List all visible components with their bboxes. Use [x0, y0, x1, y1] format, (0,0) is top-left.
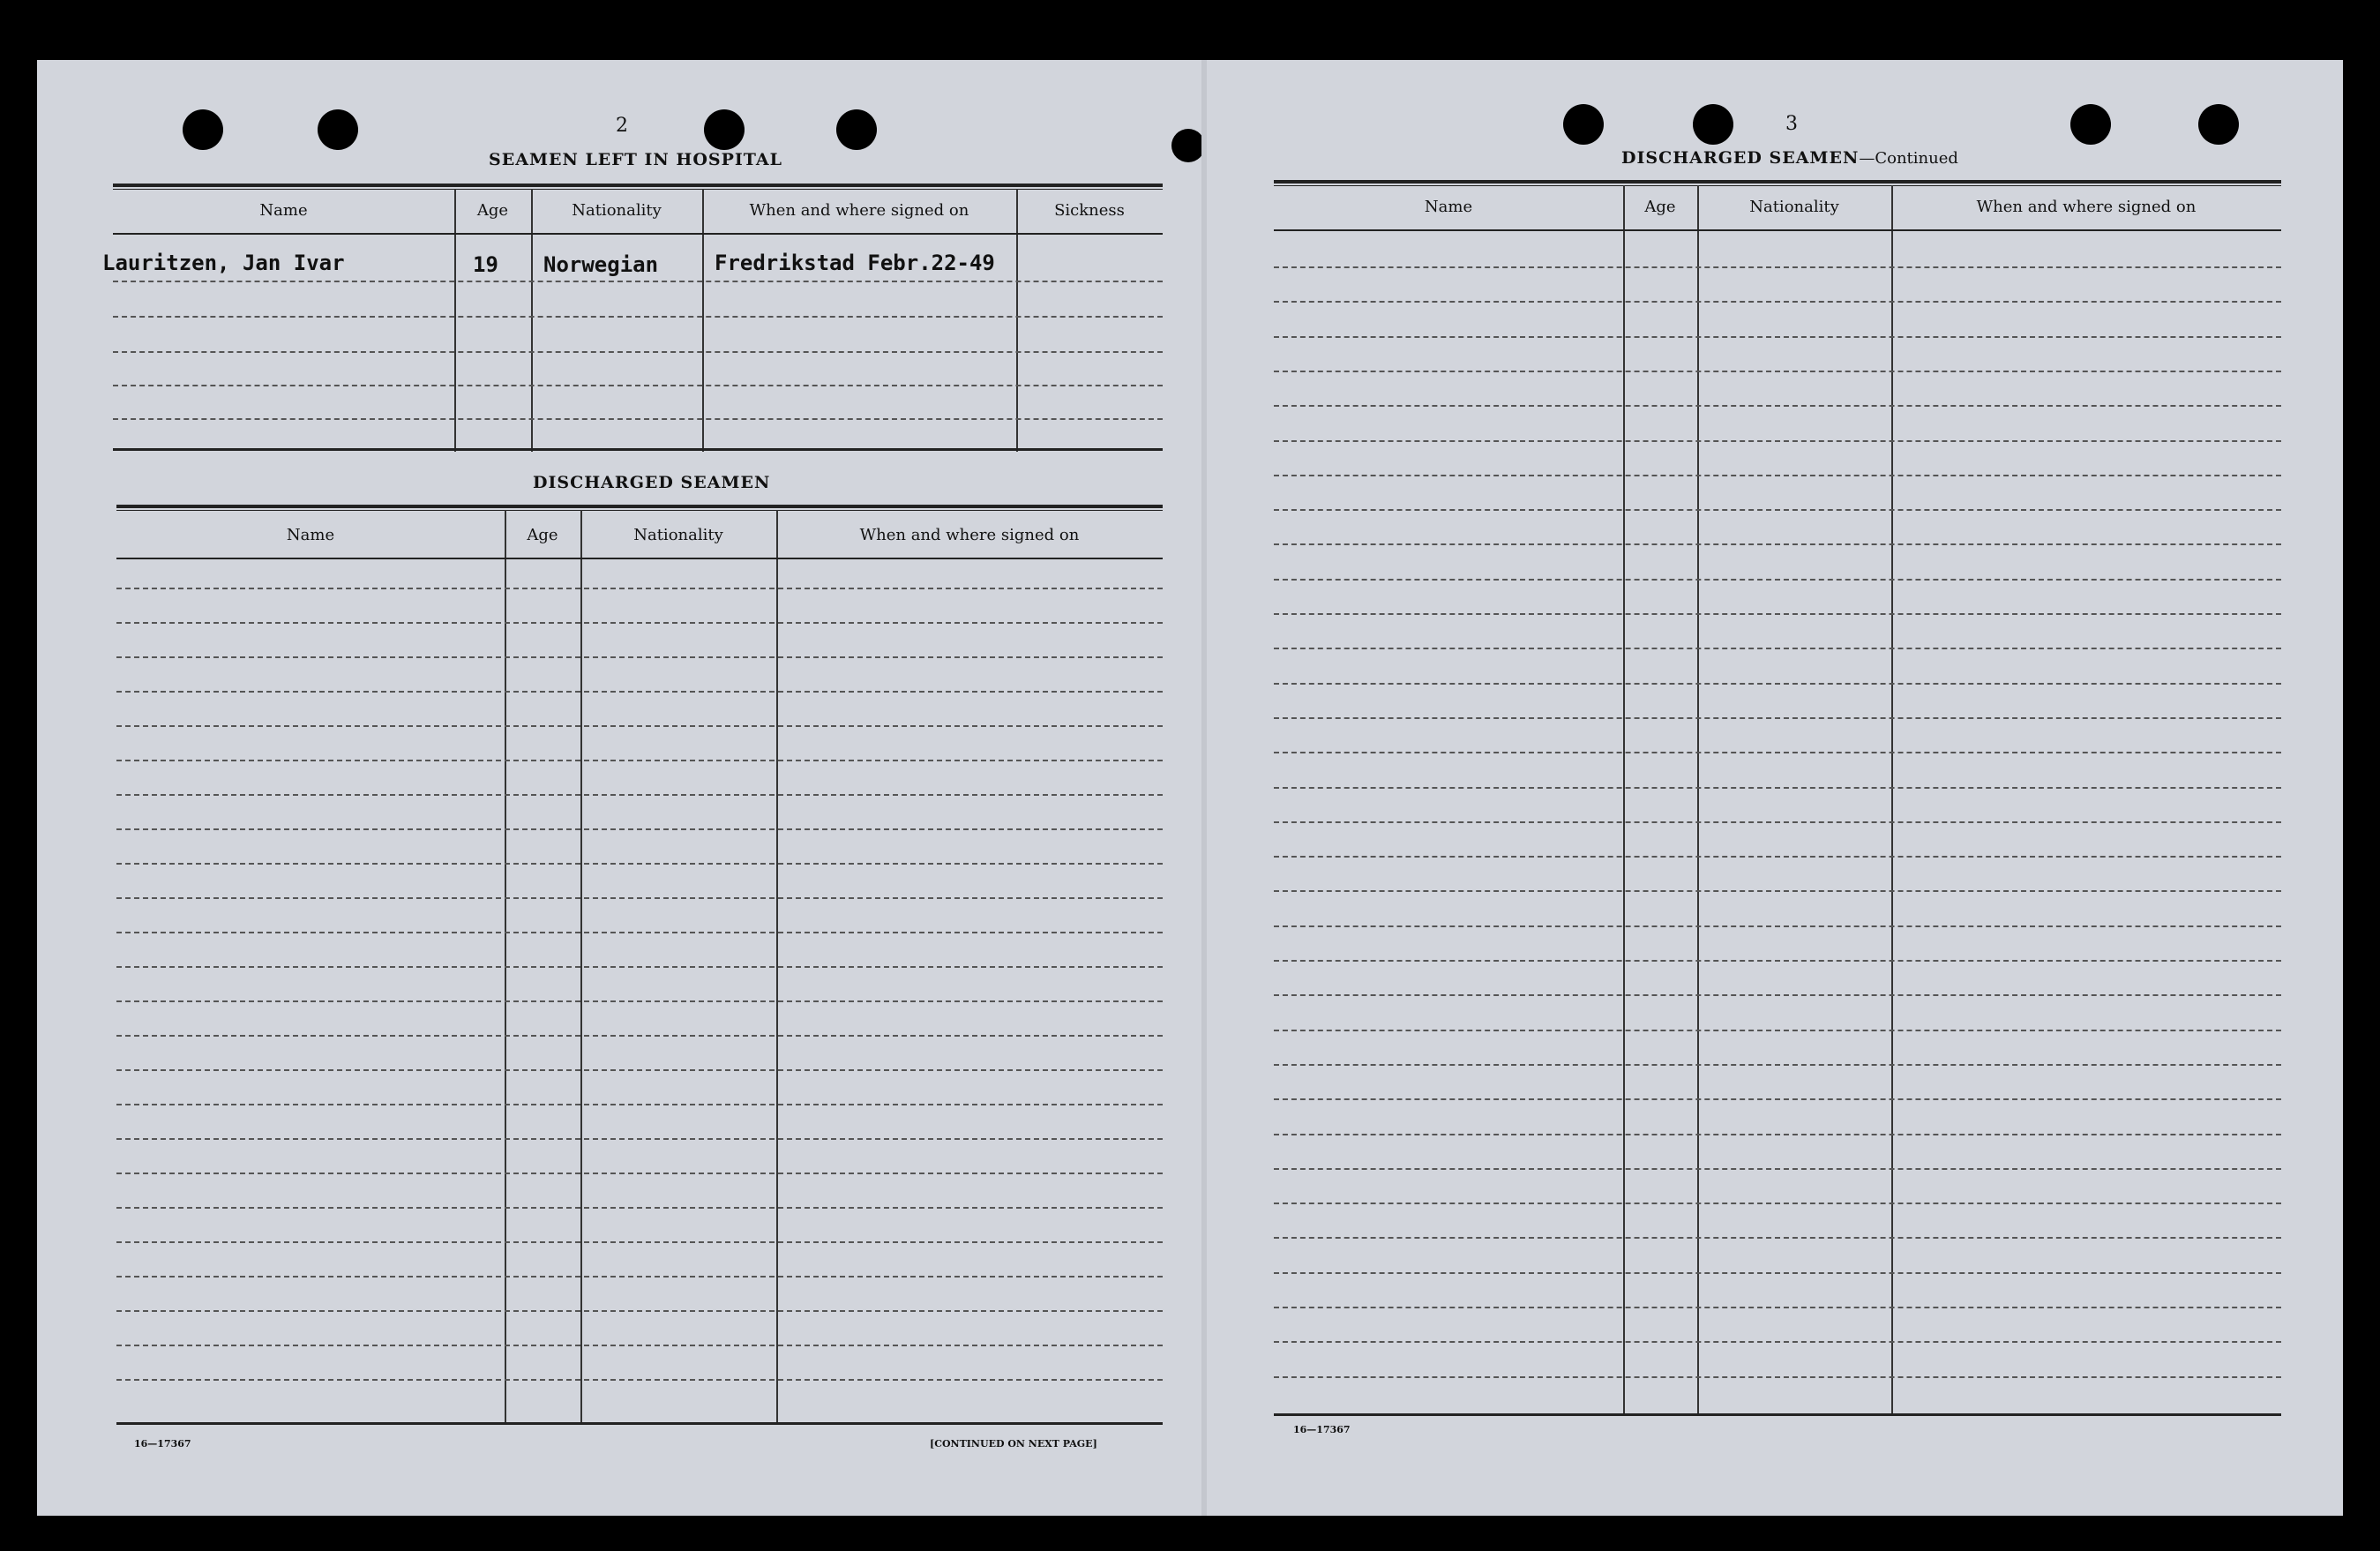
ruled-line — [1274, 266, 2281, 268]
column-header-age: Age — [1644, 198, 1676, 216]
punch-hole — [183, 109, 223, 150]
ruled-line — [116, 1276, 1163, 1278]
ruled-line — [116, 1173, 1163, 1174]
ruled-line — [1274, 301, 2281, 303]
hospital-section-title: SEAMEN LEFT IN HOSPITAL — [489, 150, 782, 169]
ruled-line — [1274, 509, 2281, 511]
ruled-line — [1274, 543, 2281, 545]
title-text: DISCHARGED SEAMEN — [1621, 148, 1860, 168]
ruled-line — [1274, 371, 2281, 372]
ruled-line — [1274, 613, 2281, 615]
ruled-line — [116, 1104, 1163, 1105]
punch-hole — [704, 109, 745, 150]
ruled-line — [1274, 925, 2281, 927]
seaman-signed-on: Fredrikstad Febr.22-49 — [715, 251, 995, 275]
column-header-name: Name — [1424, 198, 1473, 216]
ruled-line — [1274, 1168, 2281, 1170]
ruled-line — [116, 1379, 1163, 1381]
title-suffix: —Continued — [1859, 149, 1958, 168]
ruled-line — [1274, 752, 2281, 753]
ruled-line — [1274, 1272, 2281, 1274]
column-header-nationality: Nationality — [572, 201, 662, 220]
ruled-line — [116, 1310, 1163, 1312]
ruled-line — [1274, 890, 2281, 892]
ruled-line — [116, 656, 1163, 658]
ruled-line — [1274, 440, 2281, 442]
ruled-line — [1274, 1098, 2281, 1100]
punch-hole — [1563, 104, 1604, 145]
ruled-line — [1274, 1134, 2281, 1135]
ruled-line — [1274, 821, 2281, 823]
ruled-line — [1274, 994, 2281, 996]
column-header-name: Name — [286, 526, 335, 544]
punch-hole — [1171, 129, 1205, 162]
ruled-line — [116, 1345, 1163, 1346]
ruled-line — [116, 1035, 1163, 1037]
punch-hole — [836, 109, 877, 150]
column-header-signed-on: When and where signed on — [749, 201, 969, 220]
ruled-line — [1274, 1237, 2281, 1239]
ruled-line — [116, 897, 1163, 899]
discharged-section-title: DISCHARGED SEAMEN — [533, 473, 771, 492]
ruled-line — [1274, 683, 2281, 685]
ruled-line — [1274, 856, 2281, 858]
ruled-line — [1274, 787, 2281, 789]
ruled-line — [116, 966, 1163, 968]
ruled-line — [116, 1069, 1163, 1071]
ruled-line — [116, 1241, 1163, 1243]
ruled-line — [116, 1138, 1163, 1140]
ruled-line — [1274, 1307, 2281, 1308]
ruled-line — [1274, 1064, 2281, 1066]
ruled-line — [1274, 960, 2281, 962]
ruled-line — [1274, 475, 2281, 476]
form-number: 16—17367 — [1293, 1424, 1351, 1435]
ruled-line — [1274, 717, 2281, 719]
ruled-line — [116, 760, 1163, 761]
discharged-table — [116, 505, 1163, 1422]
ruled-line — [1274, 648, 2281, 649]
ruled-line — [1274, 1203, 2281, 1204]
ruled-line — [1274, 405, 2281, 407]
page-fold — [1201, 60, 1207, 1516]
punch-hole — [2070, 104, 2111, 145]
ruled-line — [116, 691, 1163, 693]
continued-note: [CONTINUED ON NEXT PAGE] — [930, 1438, 1097, 1450]
hospital-table — [102, 184, 1163, 512]
form-sheet — [37, 60, 2343, 1516]
ruled-line — [1274, 579, 2281, 581]
punch-hole — [1693, 104, 1733, 145]
column-header-sickness: Sickness — [1054, 201, 1125, 220]
ruled-line — [116, 828, 1163, 830]
ruled-line — [116, 932, 1163, 933]
ruled-line — [116, 863, 1163, 865]
seaman-name: Lauritzen, Jan Ivar — [102, 251, 345, 275]
seaman-age: 19 — [473, 252, 498, 277]
ruled-line — [1274, 1030, 2281, 1031]
ruled-line — [116, 725, 1163, 727]
column-header-nationality: Nationality — [1749, 198, 1839, 216]
seaman-nationality: Norwegian — [543, 252, 659, 277]
ruled-line — [1274, 1341, 2281, 1343]
page-number: 2 — [616, 115, 628, 137]
column-header-age: Age — [476, 201, 509, 220]
ruled-line — [1274, 1376, 2281, 1378]
ruled-line — [1274, 336, 2281, 338]
ruled-line — [116, 622, 1163, 624]
ruled-line — [116, 794, 1163, 796]
column-header-signed-on: When and where signed on — [1976, 198, 2197, 216]
column-header-signed-on: When and where signed on — [859, 526, 1080, 544]
column-header-name: Name — [259, 201, 308, 220]
discharged-continued-table — [1274, 180, 2281, 1415]
ruled-line — [116, 588, 1163, 589]
punch-hole — [2198, 104, 2239, 145]
ruled-line — [116, 1207, 1163, 1209]
discharged-continued-title — [1621, 148, 1958, 168]
column-header-nationality: Nationality — [633, 526, 723, 544]
form-number: 16—17367 — [134, 1438, 191, 1450]
column-header-age: Age — [527, 526, 558, 544]
page-number: 3 — [1785, 113, 1798, 135]
punch-hole — [318, 109, 358, 150]
ruled-line — [116, 1000, 1163, 1002]
